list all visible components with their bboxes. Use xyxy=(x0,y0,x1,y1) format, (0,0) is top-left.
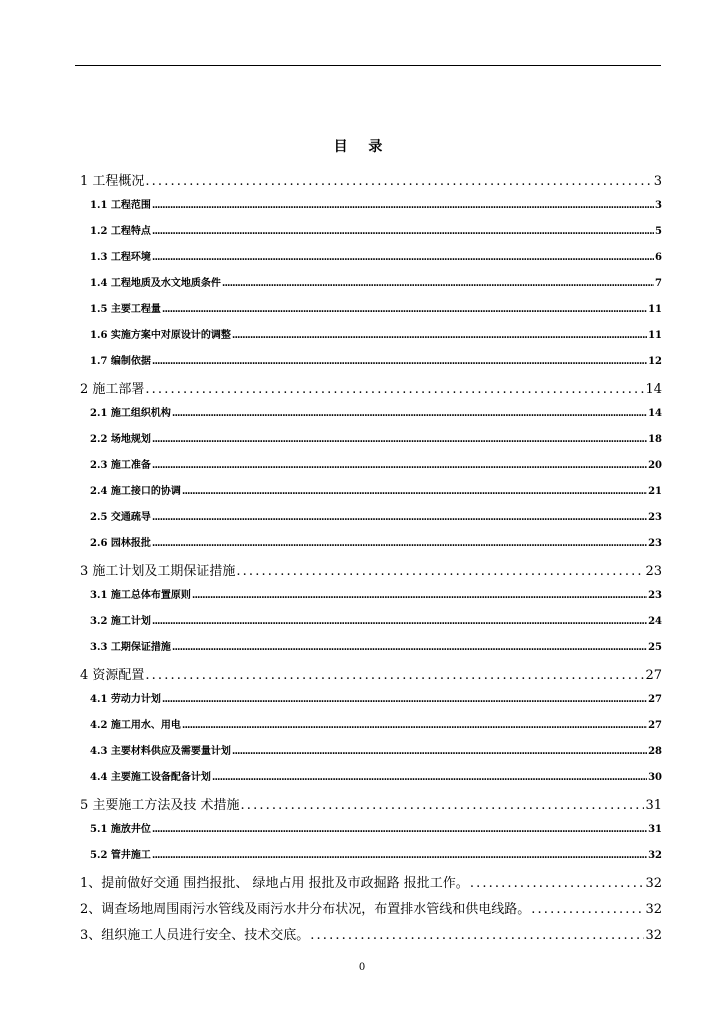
toc-leader-dots xyxy=(152,200,654,211)
toc-leader-dots xyxy=(241,798,645,813)
toc-entry-page: 14 xyxy=(645,382,662,397)
toc-entry-label: 1.5 主要工程量 xyxy=(90,304,161,315)
toc-entry-label: 5.1 施放井位 xyxy=(90,824,151,835)
toc-entry-page: 25 xyxy=(648,642,662,653)
toc-entry-label: 2.3 施工准备 xyxy=(90,460,151,471)
toc-entry-label: 5.2 管井施工 xyxy=(90,850,151,861)
footer-page-number: 0 xyxy=(358,962,366,973)
toc-leader-dots xyxy=(145,668,644,683)
toc-entry-page: 28 xyxy=(648,746,662,757)
toc-entry[interactable] xyxy=(90,586,662,601)
toc-entry-page: 32 xyxy=(648,850,662,861)
toc-entry-label: 1.6 实施方案中对原设计的调整 xyxy=(90,330,231,341)
toc-entry-page: 11 xyxy=(648,304,662,315)
toc-entry-label: 4.3 主要材料供应及需要量计划 xyxy=(90,746,231,757)
toc-entry-label: 4.4 主要施工设备配备计划 xyxy=(90,772,211,783)
toc-leader-dots xyxy=(152,616,647,627)
toc-entry-label: 2.5 交通疏导 xyxy=(90,512,151,523)
toc-entry-label: 1 工程概况 xyxy=(80,174,145,189)
toc-leader-dots xyxy=(145,382,644,397)
toc-entry[interactable] xyxy=(90,352,662,367)
toc-entry[interactable] xyxy=(90,248,662,263)
toc-entry-page: 21 xyxy=(648,486,662,497)
toc-leader-dots xyxy=(172,408,647,419)
toc-entry-page: 3 xyxy=(655,200,662,211)
toc-leader-dots xyxy=(152,538,647,549)
toc-leader-dots xyxy=(152,252,654,263)
toc-entry[interactable] xyxy=(80,560,662,579)
toc-entry[interactable] xyxy=(90,326,662,341)
toc-entry[interactable] xyxy=(80,794,662,813)
toc-entry[interactable] xyxy=(80,924,662,943)
toc-entry-page: 7 xyxy=(655,278,662,289)
toc-leader-dots xyxy=(182,486,647,497)
toc-leader-dots xyxy=(236,564,644,579)
toc-entry-label: 4.2 施工用水、用电 xyxy=(90,720,181,731)
toc-entry-page: 31 xyxy=(648,824,662,835)
toc-entry-label: 1.7 编制依据 xyxy=(90,356,151,367)
toc-entry[interactable] xyxy=(90,690,662,705)
toc-entry[interactable] xyxy=(90,846,662,861)
toc-leader-dots xyxy=(152,226,654,237)
toc-entry-label: 1.1 工程范围 xyxy=(90,200,151,211)
toc-entry-page: 32 xyxy=(645,928,662,943)
toc-entry-label: 3 施工计划及工期保证措施 xyxy=(80,564,236,579)
toc-leader-dots xyxy=(152,824,647,835)
toc-entry-label: 2、调查场地周围雨污水管线及雨污水井分布状况，布置排水管线和供电线路。 xyxy=(80,902,531,917)
toc-leader-dots xyxy=(152,512,647,523)
toc-entry[interactable] xyxy=(90,508,662,523)
toc-entry-page: 27 xyxy=(648,720,662,731)
toc-entry-page: 30 xyxy=(648,772,662,783)
toc-leader-dots xyxy=(152,356,647,367)
toc-entry-label: 2.2 场地规划 xyxy=(90,434,151,445)
toc-entry[interactable] xyxy=(80,664,662,683)
toc-leader-dots xyxy=(145,174,652,189)
toc-leader-dots xyxy=(152,434,647,445)
toc-leader-dots xyxy=(172,642,647,653)
toc-leader-dots xyxy=(212,772,647,783)
toc-leader-dots xyxy=(232,746,647,757)
toc-entry-page: 31 xyxy=(645,798,662,813)
toc-entry[interactable] xyxy=(90,404,662,419)
toc-entry[interactable] xyxy=(80,898,662,917)
toc-entry-label: 1.4 工程地质及水文地质条件 xyxy=(90,278,221,289)
toc-entry-page: 20 xyxy=(648,460,662,471)
toc-leader-dots xyxy=(222,278,654,289)
header-rule xyxy=(75,65,661,66)
toc-entry-page: 23 xyxy=(645,564,662,579)
toc-entry-label: 3、组织施工人员进行安全、技术交底。 xyxy=(80,928,310,943)
toc-entry[interactable] xyxy=(90,534,662,549)
toc-entry-page: 5 xyxy=(655,226,662,237)
toc-entry-page: 32 xyxy=(645,902,662,917)
toc-entry[interactable] xyxy=(90,612,662,627)
toc-entry-page: 27 xyxy=(645,668,662,683)
toc-entry-page: 12 xyxy=(648,356,662,367)
toc-entry-label: 2 施工部署 xyxy=(80,382,145,397)
toc-leader-dots xyxy=(152,850,647,861)
toc-entry-label: 1.2 工程特点 xyxy=(90,226,151,237)
toc-entry-label: 5 主要施工方法及技 术措施 xyxy=(80,798,240,813)
toc-entry[interactable] xyxy=(90,742,662,757)
toc-entry-label: 3.1 施工总体布置原则 xyxy=(90,590,191,601)
toc-entry-label: 2.4 施工接口的协调 xyxy=(90,486,181,497)
toc-entry-page: 24 xyxy=(648,616,662,627)
toc-entry-label: 1.3 工程环境 xyxy=(90,252,151,263)
toc-entry-label: 2.6 园林报批 xyxy=(90,538,151,549)
toc-entry-page: 23 xyxy=(648,512,662,523)
toc-entry[interactable] xyxy=(80,872,662,891)
toc-entry[interactable] xyxy=(90,456,662,471)
toc-leader-dots xyxy=(531,902,644,917)
toc-entry-page: 11 xyxy=(648,330,662,341)
toc-entry-label: 1、提前做好交通 围挡报批、 绿地占用 报批及市政掘路 报批工作。 xyxy=(80,876,469,891)
toc-entry-label: 2.1 施工组织机构 xyxy=(90,408,171,419)
toc-title: 目 录 xyxy=(333,139,391,155)
toc-entry-page: 3 xyxy=(653,174,662,189)
toc-entry[interactable] xyxy=(90,300,662,315)
toc-entry-page: 23 xyxy=(648,590,662,601)
toc-leader-dots xyxy=(232,330,647,341)
toc-entry[interactable] xyxy=(90,196,662,211)
toc-leader-dots xyxy=(310,928,644,943)
toc-entry[interactable] xyxy=(90,820,662,835)
toc-entry-page: 14 xyxy=(648,408,662,419)
toc-leader-dots xyxy=(152,460,647,471)
toc-entry[interactable] xyxy=(80,378,662,397)
toc-entry[interactable] xyxy=(90,716,662,731)
toc-leader-dots xyxy=(192,590,647,601)
toc-entry[interactable] xyxy=(90,482,662,497)
toc-entry[interactable] xyxy=(90,274,662,289)
toc-entry-page: 18 xyxy=(648,434,662,445)
toc-entry[interactable] xyxy=(90,768,662,783)
toc-entry-label: 4.1 劳动力计划 xyxy=(90,694,161,705)
toc-entry-page: 27 xyxy=(648,694,662,705)
toc-entry[interactable] xyxy=(90,638,662,653)
toc-entry-page: 6 xyxy=(655,252,662,263)
toc-entry[interactable] xyxy=(80,170,662,189)
toc-entry-label: 3.2 施工计划 xyxy=(90,616,151,627)
toc-entry-page: 32 xyxy=(645,876,662,891)
toc-entry-label: 3.3 工期保证措施 xyxy=(90,642,171,653)
toc-entry-page: 23 xyxy=(648,538,662,549)
toc-entry[interactable] xyxy=(90,430,662,445)
toc-leader-dots xyxy=(162,694,647,705)
toc-entry[interactable] xyxy=(90,222,662,237)
toc-leader-dots xyxy=(182,720,647,731)
toc-leader-dots xyxy=(162,304,647,315)
toc-entry-label: 4 资源配置 xyxy=(80,668,145,683)
toc-leader-dots xyxy=(470,876,645,891)
